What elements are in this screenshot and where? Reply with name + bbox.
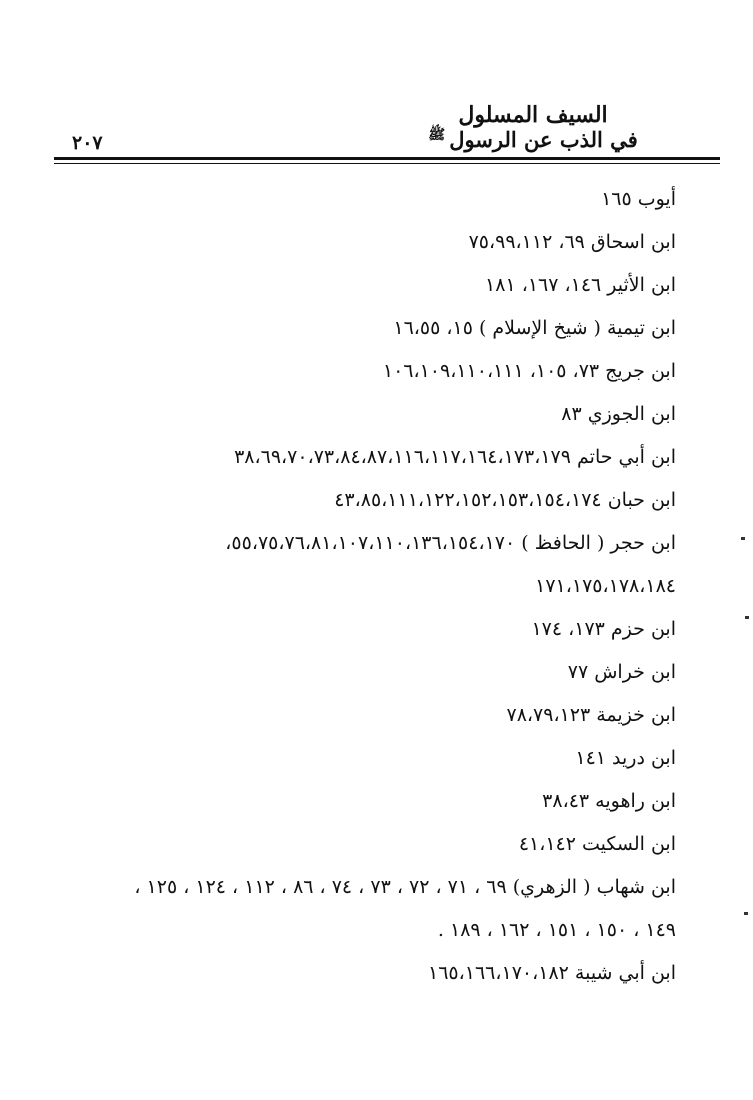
index-entry: ابن حجر ( الحافظ ) ٥٥،٧٥،٧٦،٨١،١٠٧،١١٠،١٣٦،١٥٤،١٧٠، [225,532,676,554]
page-number: ٢٠٧ [72,132,103,154]
header-rule-thick [54,157,720,160]
index-entry: ابن دريد ١٤١ [575,747,676,769]
index-entry: ابن شهاب ( الزهري) ٦٩ ، ٧١ ، ٧٢ ، ٧٣ ، ٧٤ ، ٨٦ ، ١١٢ ، ١٢٤ ، ١٢٥ ، [134,876,676,898]
name-index-list [60,178,676,995]
scan-speck [744,912,748,915]
index-entry: أيوب ١٦٥ [601,188,676,210]
header-rule-thin [54,163,720,164]
index-entry: ابن الجوزي ٨٣ [561,403,676,425]
index-entry: ابن أبي حاتم ٣٨،٦٩،٧٠،٧٣،٨٤،٨٧،١١٦،١١٧،١٦٤،١٧٣،١٧٩ [234,446,676,468]
index-entry: ابن خراش ٧٧ [567,661,676,683]
index-entry: ابن خزيمة ٧٨،٧٩،١٢٣ [506,704,676,726]
index-entry-continuation: ١٤٩ ، ١٥٠ ، ١٥١ ، ١٦٢ ، ١٨٩ . [437,919,676,941]
index-entry: ابن راهويه ٣٨،٤٣ [542,790,676,812]
index-entry: ابن حزم ١٧٣، ١٧٤ [531,618,676,640]
book-title-line1: السيف المسلول [458,102,608,128]
index-entry: ابن جريج ٧٣، ١٠٥، ١٠٦،١٠٩،١١٠،١١١ [382,360,676,382]
index-entry-continuation: ١٧١،١٧٥،١٧٨،١٨٤ [535,575,676,597]
scan-speck [745,616,749,619]
scan-speck [741,537,745,540]
index-entry: ابن تيمية ( شيخ الإسلام ) ١٥، ١٦،٥٥ [393,317,676,339]
index-entry: ابن السكيت ٤١،١٤٢ [518,833,676,855]
book-title-line2-text: في الذب عن الرسول [449,127,638,152]
honorific-glyph: ﷺ [428,127,446,143]
index-entry: ابن اسحاق ٦٩، ٧٥،٩٩،١١٢ [468,231,676,253]
index-entry: ابن الأثير ١٤٦، ١٦٧، ١٨١ [485,274,676,296]
index-entry: ابن حبان ٤٣،٨٥،١١١،١٢٢،١٥٢،١٥٣،١٥٤،١٧٤ [334,489,676,511]
book-title-line2 [423,128,643,150]
index-entry: ابن أبي شيبة ١٦٥،١٦٦،١٧٠،١٨٢ [428,962,676,984]
running-header-title [423,104,643,150]
